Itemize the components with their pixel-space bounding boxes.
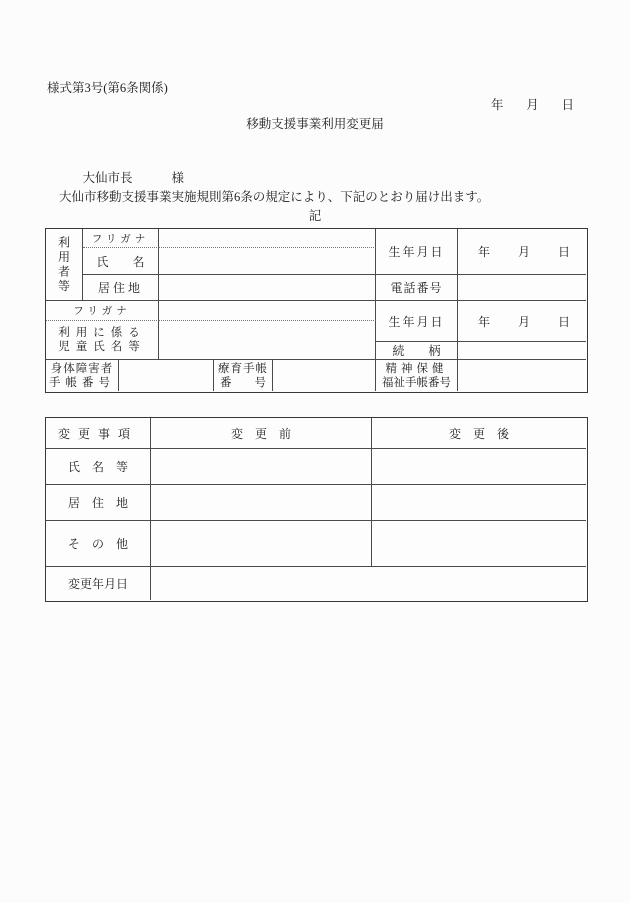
change-date-value-cell xyxy=(151,567,586,600)
honorific: 様 xyxy=(171,171,185,185)
applicant-group-cell xyxy=(46,229,83,301)
change-row-name-label: 氏 名 等 xyxy=(46,449,151,485)
change-row-other-after-cell xyxy=(372,521,586,567)
child-birth-year-text: 年 xyxy=(478,314,491,329)
phone-label: 電話番号 xyxy=(376,275,458,301)
change-before-header: 変 更 前 xyxy=(151,418,372,449)
ryoiku-handbook-value-cell xyxy=(273,360,376,391)
date-day-text: 日 xyxy=(561,98,574,112)
change-row-residence-before-cell xyxy=(151,485,372,521)
residence-value-cell xyxy=(159,275,376,301)
change-item-header: 変更事項 xyxy=(46,418,151,449)
physical-handbook-cell xyxy=(46,360,119,391)
furigana-value-cell xyxy=(159,229,376,248)
child-name-label-line1: 利用に係る xyxy=(58,327,146,339)
mental-handbook-label-line1: 精神保健 xyxy=(385,362,448,375)
form-number: 様式第3号(第6条関係) xyxy=(47,81,168,95)
page-title: 移動支援事業利用変更届 xyxy=(246,117,384,131)
child-name-label-line2: 児童氏名等 xyxy=(58,341,146,353)
addressee: 大仙市長 xyxy=(82,171,133,185)
birth-day-text: 日 xyxy=(557,245,570,259)
mental-handbook-value-cell xyxy=(458,360,586,391)
change-row-other-before-cell xyxy=(151,521,372,567)
residence-label: 居住地 xyxy=(83,275,159,301)
change-row-residence-after-cell xyxy=(372,485,586,521)
birth-year-text: 年 xyxy=(478,245,491,259)
name-label: 氏 名 xyxy=(83,248,159,275)
change-date-label: 変更年月日 xyxy=(46,567,151,600)
date-month-text: 月 xyxy=(526,98,539,112)
change-row-name-after-cell xyxy=(372,449,586,485)
ryoiku-handbook-label-line2: 番 号 xyxy=(220,376,266,389)
name-value-cell xyxy=(159,248,376,275)
change-table xyxy=(45,417,588,602)
child-furigana-label: フリガナ xyxy=(46,301,159,321)
relation-label: 続 柄 xyxy=(376,342,458,360)
change-row-name-before-cell xyxy=(151,449,372,485)
physical-handbook-label-line2: 手帳番号 xyxy=(49,376,115,389)
date-line xyxy=(491,95,574,113)
applicant-table xyxy=(45,228,588,393)
mental-handbook-label-line2: 福祉手帳番号 xyxy=(382,376,451,389)
child-name-value-cell xyxy=(159,321,376,360)
physical-handbook-label-line1: 身体障害者 xyxy=(50,362,114,375)
child-birthdate-value-cell xyxy=(458,301,586,342)
mental-handbook-cell xyxy=(376,360,458,391)
declaration-text: 大仙市移動支援事業実施規則第6条の規定により、下記のとおり届け出ます。 xyxy=(59,190,490,204)
record-mark: 記 xyxy=(308,209,322,223)
birthdate-label: 生年月日 xyxy=(376,229,458,275)
physical-handbook-value-cell xyxy=(119,360,214,391)
ryoiku-handbook-cell xyxy=(214,360,273,391)
date-year-text: 年 xyxy=(491,98,504,112)
change-row-other-label: そ の 他 xyxy=(46,521,151,567)
applicant-group-label: 利用者等 xyxy=(56,235,71,294)
phone-value-cell xyxy=(458,275,586,301)
child-birth-day-text: 日 xyxy=(557,314,570,329)
change-after-header: 変 更 後 xyxy=(372,418,586,449)
change-row-residence-label: 居 住 地 xyxy=(46,485,151,521)
birth-month-text: 月 xyxy=(517,245,530,259)
ryoiku-handbook-label-line1: 療育手帳 xyxy=(218,362,268,375)
furigana-label: フリガナ xyxy=(83,229,159,248)
relation-value-cell xyxy=(458,342,586,360)
child-name-cell xyxy=(46,321,159,360)
child-furigana-value-cell xyxy=(159,301,376,321)
birthdate-value-cell xyxy=(458,229,586,275)
child-birthdate-label: 生年月日 xyxy=(376,301,458,342)
child-birth-month-text: 月 xyxy=(517,314,530,329)
